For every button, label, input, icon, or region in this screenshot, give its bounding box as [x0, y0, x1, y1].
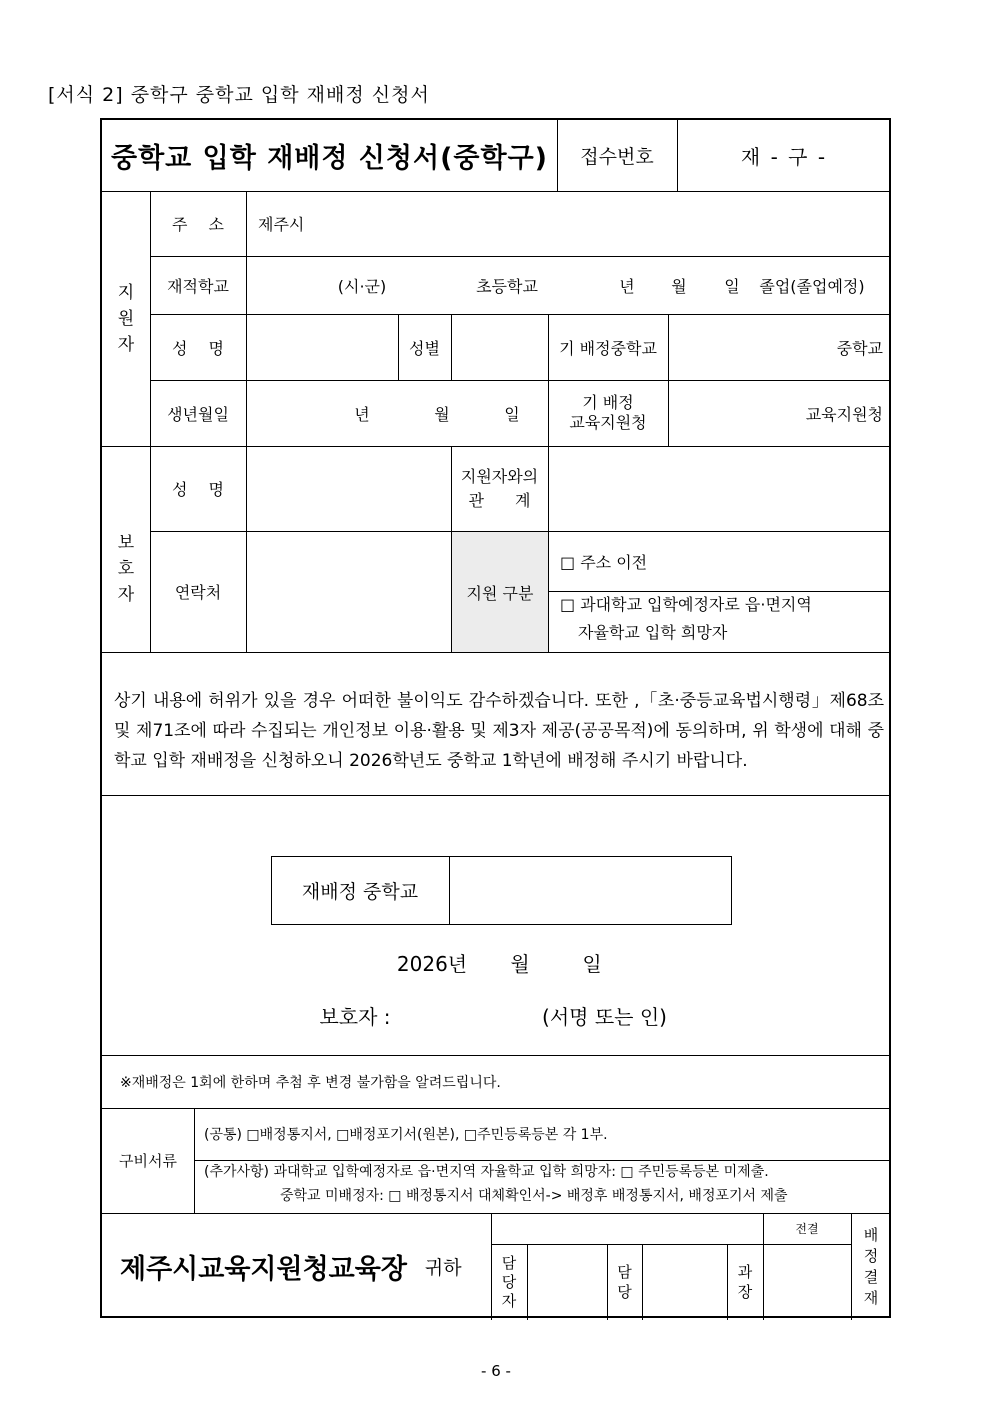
grad-year-field[interactable]: 년: [619, 276, 635, 296]
label-char: 당: [501, 1272, 517, 1291]
option-2-line2: 자율학교 입학 희망자: [578, 623, 728, 642]
application-type-label: 지원 구분: [452, 532, 548, 652]
documents-extra-line2: 중학교 미배정자: □ 배정통지서 대체확인서-> 배정후 배정통지서, 배정포기서 제출: [280, 1188, 788, 1204]
date-year: 2026년: [396, 951, 468, 976]
elementary-school-field[interactable]: 초등학교: [476, 276, 538, 296]
documents-extra: [194, 1160, 891, 1213]
charge-sign-box[interactable]: [642, 1244, 727, 1320]
label-char: 정: [863, 1246, 879, 1265]
gender-input[interactable]: [451, 314, 548, 380]
gender-label: 성별: [409, 338, 440, 358]
staff-label: [491, 1244, 527, 1320]
date-day[interactable]: 일: [582, 951, 602, 976]
graduation-status: 졸업(졸업예정): [759, 276, 865, 296]
application-form: [100, 118, 891, 1318]
guardian-signature-input[interactable]: [402, 995, 532, 1035]
section-chief-label: [727, 1244, 763, 1320]
applicant-name-label: 성 명: [172, 338, 224, 358]
date-month[interactable]: 월: [510, 951, 530, 976]
required-documents-label: 구비서류: [119, 1152, 177, 1170]
documents-common: (공통) □배정통지서, □배정포기서(원본), □주민등록등본 각 1부.: [204, 1127, 608, 1143]
page-number: - 6 -: [481, 1362, 511, 1380]
addressee: 제주시교육지원청교육장: [120, 1254, 407, 1285]
prev-school-input[interactable]: 중학교: [836, 338, 883, 358]
contact-label: 연락처: [174, 583, 222, 602]
option-2-line1: □ 과대학교 입학예정자로 읍·면지역: [560, 595, 812, 614]
contact-input[interactable]: [246, 531, 451, 652]
jeongyeol-label: 전결: [795, 1222, 819, 1236]
receipt-number-value: 재 - 구 -: [740, 145, 828, 169]
applicant-name-input[interactable]: [246, 314, 398, 380]
label-char: 담: [617, 1263, 632, 1281]
guardian-name-label: 성 명: [172, 480, 224, 499]
label-char: 담: [501, 1253, 517, 1272]
relation-label: [451, 446, 548, 531]
prev-school-label: 기 배정중학교: [559, 338, 657, 358]
relation-label-line1: 지원자와의: [460, 466, 539, 486]
school-region-field[interactable]: (시·군): [337, 276, 387, 296]
approval-label: [851, 1213, 891, 1320]
reassign-notice: ※재배정은 1회에 한하며 추첨 후 변경 불가함을 알려드립니다.: [120, 1074, 501, 1091]
prev-office-input[interactable]: 교육지원청: [805, 404, 883, 424]
label-char: 결: [863, 1267, 879, 1286]
label-char: 배: [863, 1225, 879, 1244]
relation-input[interactable]: [548, 446, 891, 531]
section-char: 지: [117, 282, 135, 303]
birth-day-field[interactable]: 일: [504, 404, 520, 424]
charge-label: [607, 1244, 642, 1320]
guardian-name-input[interactable]: [246, 446, 451, 531]
prev-office-label-line2: 교육지원청: [569, 413, 647, 432]
staff-sign-box[interactable]: [527, 1244, 607, 1320]
applicant-section-label: [102, 191, 150, 446]
option-autonomous-school[interactable]: [548, 591, 891, 652]
label-char: 장: [737, 1283, 753, 1301]
reassign-school-input[interactable]: [449, 856, 732, 925]
section-char: 보: [117, 533, 135, 553]
documents-extra-line1: (추가사항) 과대학교 입학예정자로 읍·면지역 자율학교 입학 희망자: □ 주민등록등본 미제출.: [204, 1164, 769, 1180]
form-title: 중학교 입학 재배정 신청서(중학구): [110, 143, 549, 174]
receipt-number-label: 접수번호: [580, 146, 654, 168]
prev-office-label: [548, 380, 668, 446]
birth-year-field[interactable]: 년: [354, 404, 370, 424]
current-school-label: 재적학교: [167, 276, 229, 296]
grad-month-field[interactable]: 월: [671, 276, 687, 296]
section-char: 자: [117, 585, 135, 605]
option-address-move[interactable]: □ 주소 이전: [560, 552, 648, 572]
label-char: 재: [863, 1288, 879, 1307]
relation-label-line2: 관 계: [468, 490, 531, 510]
reassign-school-label: 재배정 중학교: [301, 881, 419, 903]
prev-office-label-line1: 기 배정: [582, 393, 634, 412]
form-caption: [서식 2] 중학구 중학교 입학 재배정 신청서: [48, 84, 430, 106]
addressee-honorific: 귀하: [424, 1257, 462, 1279]
section-char: 호: [117, 559, 135, 579]
label-char: 당: [617, 1283, 632, 1301]
address-input[interactable]: 제주시: [258, 215, 305, 234]
consent-statement: 상기 내용에 허위가 있을 경우 어떠한 불이익도 감수하겠습니다. 또한 ,「초·중등교육법시행령」제68조 및 제71조에 따라 수집되는 개인정보 이용·활용 및 제3자 제공(공공목적)에 동의하며, 위 학생에 대해 중학교 입학 재배정을 신청하오니 2026학년도 중학교 1학년에 배정해 주시기 바랍니다.: [114, 691, 884, 771]
section-chief-sign-box[interactable]: [763, 1244, 851, 1320]
section-char: 원: [117, 308, 135, 329]
signature-note: (서명 또는 인): [542, 1004, 667, 1029]
grad-day-field[interactable]: 일: [724, 276, 740, 296]
addressee-block: [102, 1213, 491, 1320]
section-char: 자: [117, 334, 135, 355]
label-char: 과: [737, 1263, 753, 1281]
guardian-signature-label: 보호자 :: [319, 1004, 391, 1029]
guardian-section-label: [102, 446, 150, 652]
label-char: 자: [501, 1291, 517, 1310]
birthdate-label: 생년월일: [167, 404, 229, 424]
birth-month-field[interactable]: 월: [434, 404, 450, 424]
address-label: 주 소: [172, 215, 224, 234]
